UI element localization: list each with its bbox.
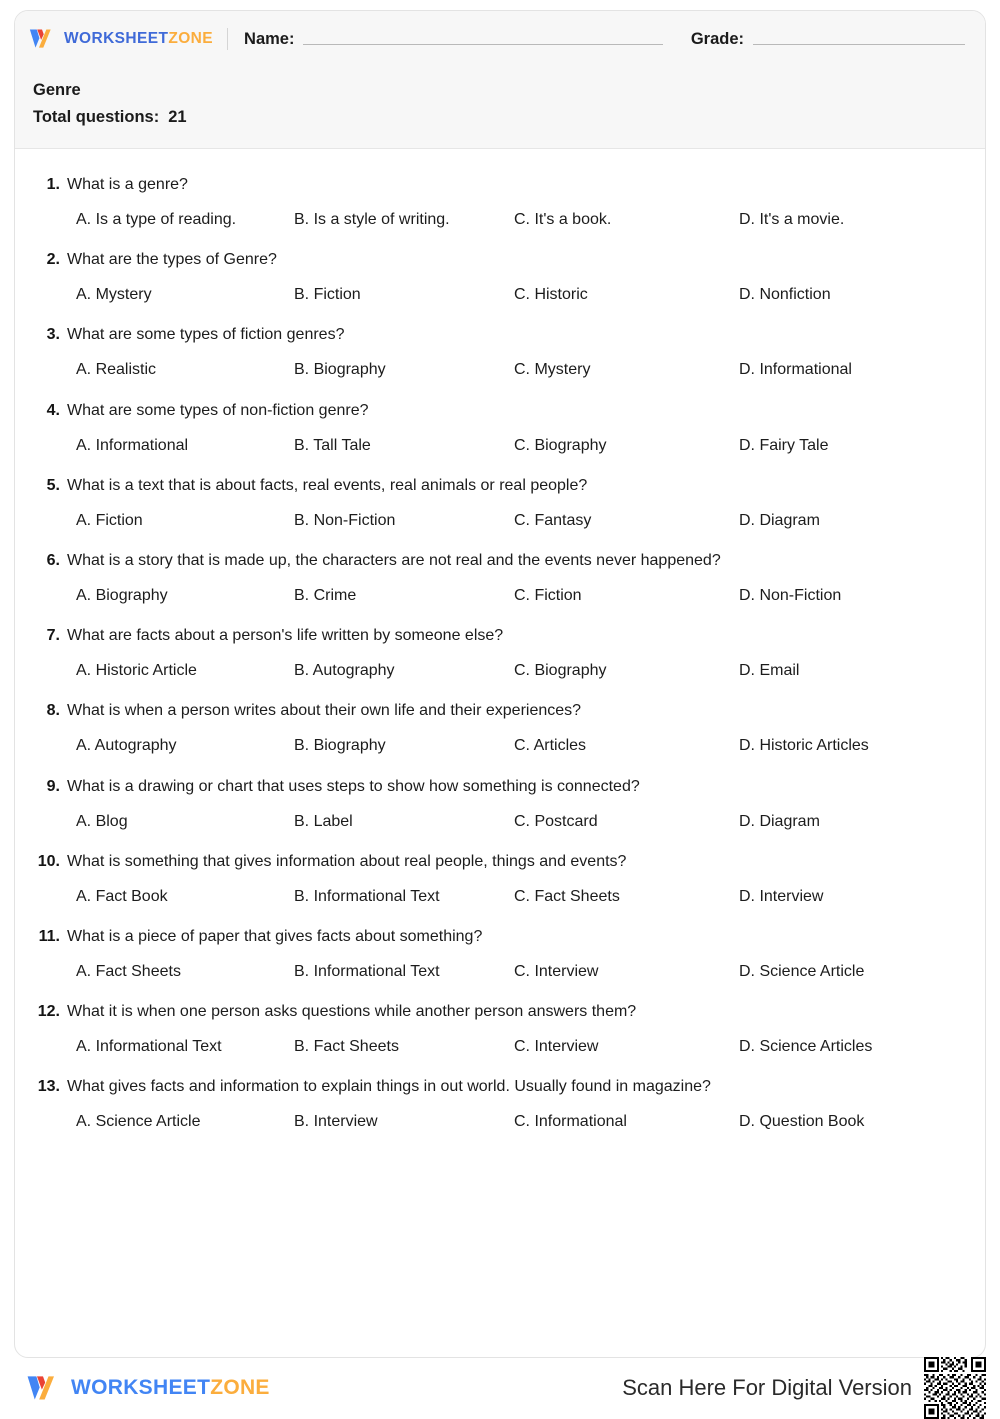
question-text: What it is when one person asks questions while another person answers them? bbox=[67, 1003, 637, 1021]
answer-option[interactable]: C. Interview bbox=[514, 962, 599, 980]
answer-option[interactable]: C. Fantasy bbox=[514, 511, 592, 529]
grade-field[interactable] bbox=[691, 30, 965, 49]
answer-options bbox=[33, 1112, 967, 1131]
question-heading bbox=[33, 551, 967, 571]
answer-option[interactable]: A. Fact Sheets bbox=[76, 962, 181, 980]
answer-option[interactable]: B. Interview bbox=[294, 1113, 378, 1131]
header-top-row bbox=[15, 11, 985, 67]
brand-wordmark bbox=[64, 30, 213, 48]
question-number: 3. bbox=[46, 326, 60, 344]
question-item bbox=[33, 1077, 967, 1131]
answer-option[interactable]: C. Interview bbox=[514, 1038, 599, 1056]
question-text: What is when a person writes about their own life and their experiences? bbox=[67, 702, 582, 720]
answer-option[interactable]: A. Informational Text bbox=[76, 1038, 222, 1056]
total-questions-count: 21 bbox=[168, 108, 187, 126]
answer-option[interactable]: D. Diagram bbox=[739, 511, 820, 529]
worksheet-zone-logo-icon bbox=[24, 1372, 62, 1405]
answer-option[interactable]: D. Email bbox=[739, 662, 800, 680]
total-questions-label: Total questions: bbox=[33, 108, 160, 126]
answer-option[interactable]: C. Biography bbox=[514, 436, 607, 454]
answer-option[interactable]: A. Is a type of reading. bbox=[76, 211, 237, 228]
total-questions bbox=[33, 108, 985, 127]
answer-options bbox=[33, 436, 967, 455]
answer-option[interactable]: C. Informational bbox=[514, 1113, 627, 1131]
footer-brand-word-zone: ZONE bbox=[210, 1376, 270, 1399]
grade-input-line[interactable] bbox=[753, 44, 965, 45]
answer-option[interactable]: B. Crime bbox=[294, 586, 357, 604]
answer-option[interactable]: B. Informational Text bbox=[294, 962, 440, 980]
question-text: What is something that gives information about real people, things and events? bbox=[67, 852, 627, 870]
brand-logo bbox=[27, 26, 213, 52]
brand-word-zone: ZONE bbox=[168, 30, 214, 47]
scan-instruction-text: Scan Here For Digital Version bbox=[622, 1375, 912, 1400]
answer-option[interactable]: B. Autography bbox=[294, 662, 395, 680]
question-text: What are some types of non-fiction genre? bbox=[67, 401, 369, 419]
answer-option[interactable]: C. Articles bbox=[514, 737, 587, 755]
answer-option[interactable]: D. Question Book bbox=[739, 1113, 865, 1131]
answer-option[interactable]: D. Non-Fiction bbox=[739, 586, 842, 604]
answer-option[interactable]: D. Science Articles bbox=[739, 1038, 873, 1056]
question-item bbox=[33, 927, 967, 981]
answer-option[interactable]: D. It's a movie. bbox=[739, 211, 845, 228]
header-meta bbox=[15, 67, 985, 127]
question-heading bbox=[33, 777, 967, 797]
question-number: 6. bbox=[46, 551, 60, 569]
answer-option[interactable]: D. Fairy Tale bbox=[739, 436, 829, 454]
answer-option[interactable]: C. Fiction bbox=[514, 586, 582, 604]
answer-option[interactable]: D. Informational bbox=[739, 361, 852, 379]
answer-options bbox=[33, 661, 967, 680]
answer-option[interactable]: A. Autography bbox=[76, 737, 177, 755]
question-text: What gives facts and information to explain things in out world. Usually found in magazine? bbox=[67, 1078, 711, 1096]
question-item bbox=[33, 325, 967, 379]
header-divider bbox=[227, 28, 228, 50]
question-text: What are some types of fiction genres? bbox=[67, 326, 345, 344]
worksheet-card bbox=[14, 10, 986, 1358]
answer-option[interactable]: B. Is a style of writing. bbox=[294, 211, 450, 228]
answer-option[interactable]: D. Nonfiction bbox=[739, 286, 831, 304]
footer-brand-wordmark bbox=[71, 1376, 270, 1400]
answer-option[interactable]: C. It's a book. bbox=[514, 211, 612, 228]
answer-options bbox=[33, 736, 967, 755]
question-text: What is a piece of paper that gives facts about something? bbox=[67, 927, 483, 945]
answer-option[interactable]: A. Informational bbox=[76, 436, 189, 454]
answer-option[interactable]: C. Mystery bbox=[514, 361, 591, 379]
question-text: What is a genre? bbox=[67, 176, 188, 193]
question-text: What is a text that is about facts, real events, real animals or real people? bbox=[67, 476, 588, 494]
answer-option[interactable]: B. Non-Fiction bbox=[294, 511, 396, 529]
question-heading bbox=[33, 1077, 967, 1097]
question-item bbox=[33, 777, 967, 831]
answer-options bbox=[33, 511, 967, 530]
question-heading bbox=[33, 701, 967, 721]
answer-option[interactable]: A. Mystery bbox=[76, 286, 152, 304]
answer-option[interactable]: A. Biography bbox=[76, 586, 168, 604]
question-item bbox=[33, 701, 967, 755]
question-item bbox=[33, 551, 967, 605]
question-number: 11. bbox=[38, 927, 60, 945]
question-text: What are facts about a person's life written by someone else? bbox=[67, 627, 504, 645]
question-heading bbox=[33, 325, 967, 345]
name-input-line[interactable] bbox=[303, 44, 663, 45]
answer-options bbox=[33, 210, 967, 229]
brand-word-worksheet: WORKSHEET bbox=[64, 30, 169, 47]
question-item bbox=[33, 626, 967, 680]
name-field[interactable] bbox=[244, 30, 663, 49]
answer-option[interactable]: C. Fact Sheets bbox=[514, 887, 620, 905]
question-number: 13. bbox=[37, 1078, 60, 1096]
worksheet-zone-logo-icon bbox=[27, 26, 57, 52]
question-number: 12. bbox=[37, 1003, 60, 1021]
question-item bbox=[33, 476, 967, 530]
question-number: 9. bbox=[46, 777, 60, 795]
qr-code-icon[interactable] bbox=[924, 1357, 986, 1419]
answer-option[interactable]: C. Historic bbox=[514, 286, 588, 304]
answer-option[interactable]: B. Fact Sheets bbox=[294, 1038, 399, 1056]
name-label: Name: bbox=[244, 29, 295, 48]
footer-brand-logo bbox=[24, 1372, 270, 1405]
answer-option[interactable]: C. Biography bbox=[514, 662, 607, 680]
question-number: 8. bbox=[46, 702, 60, 720]
worksheet-footer bbox=[14, 1366, 986, 1410]
question-heading bbox=[33, 626, 967, 646]
page-title: Genre bbox=[33, 81, 81, 99]
question-item bbox=[33, 250, 967, 304]
question-number: 5. bbox=[46, 476, 60, 494]
answer-option[interactable]: A. Fiction bbox=[76, 511, 143, 529]
answer-option[interactable]: A. Fact Book bbox=[76, 887, 168, 905]
question-heading bbox=[33, 401, 967, 421]
footer-brand-word-worksheet: WORKSHEET bbox=[71, 1376, 211, 1399]
answer-options bbox=[33, 586, 967, 605]
question-item bbox=[33, 852, 967, 906]
question-heading bbox=[33, 250, 967, 270]
answer-options bbox=[33, 887, 967, 906]
answer-options bbox=[33, 360, 967, 379]
answer-option[interactable]: B. Informational Text bbox=[294, 887, 440, 905]
answer-option[interactable]: B. Biography bbox=[294, 361, 386, 379]
answer-option[interactable]: C. Postcard bbox=[514, 812, 598, 830]
question-number: 7. bbox=[46, 627, 60, 645]
question-heading bbox=[33, 852, 967, 872]
answer-option[interactable]: B. Label bbox=[294, 812, 353, 830]
answer-options bbox=[33, 285, 967, 304]
question-heading bbox=[33, 175, 967, 195]
answer-options bbox=[33, 1037, 967, 1056]
question-heading bbox=[33, 1002, 967, 1022]
question-number: 10. bbox=[37, 852, 60, 870]
answer-option[interactable]: A. Realistic bbox=[76, 361, 157, 379]
answer-option[interactable]: B. Tall Tale bbox=[294, 436, 371, 454]
question-number: 2. bbox=[46, 251, 60, 269]
answer-option[interactable]: A. Blog bbox=[76, 812, 128, 830]
answer-option[interactable]: D. Interview bbox=[739, 887, 824, 905]
question-text: What is a story that is made up, the characters are not real and the events never happened? bbox=[67, 551, 721, 569]
question-item bbox=[33, 175, 967, 229]
question-item bbox=[33, 401, 967, 455]
question-list bbox=[15, 149, 985, 1131]
question-text: What is a drawing or chart that uses steps to show how something is connected? bbox=[67, 777, 640, 795]
answer-option[interactable]: D. Diagram bbox=[739, 812, 820, 830]
question-text: What are the types of Genre? bbox=[67, 251, 277, 269]
answer-option[interactable]: A. Science Article bbox=[76, 1113, 201, 1131]
worksheet-header bbox=[15, 11, 985, 149]
question-number: 1. bbox=[46, 176, 60, 193]
answer-options bbox=[33, 812, 967, 831]
answer-option[interactable]: B. Biography bbox=[294, 737, 386, 755]
answer-option[interactable]: A. Historic Article bbox=[76, 662, 197, 680]
question-heading bbox=[33, 927, 967, 947]
grade-label: Grade: bbox=[690, 29, 744, 48]
answer-option[interactable]: B. Fiction bbox=[294, 286, 361, 304]
answer-options bbox=[33, 962, 967, 981]
answer-option[interactable]: D. Historic Articles bbox=[739, 737, 869, 755]
answer-option[interactable]: D. Science Article bbox=[739, 962, 865, 980]
question-number: 4. bbox=[46, 401, 60, 419]
question-heading bbox=[33, 476, 967, 496]
question-item bbox=[33, 1002, 967, 1056]
